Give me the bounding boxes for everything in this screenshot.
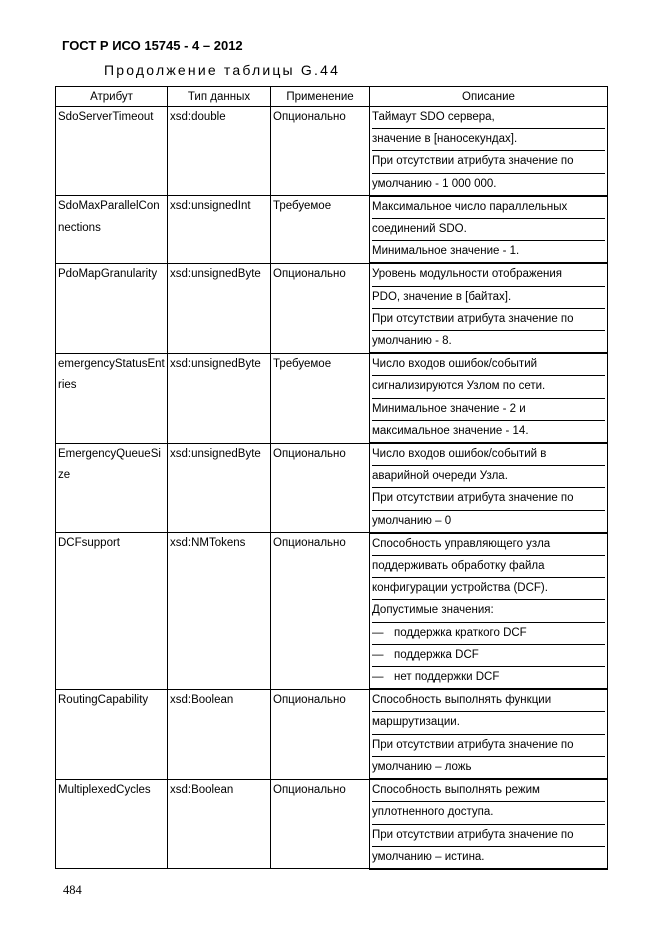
cell-type: xsd:NMTokens bbox=[168, 533, 271, 689]
option-text: поддержка краткого DCF bbox=[394, 626, 527, 639]
attributes-table bbox=[55, 86, 608, 870]
description-line: максимальное значение - 14. bbox=[372, 424, 529, 437]
description-line: Способность управляющего узла bbox=[372, 534, 605, 556]
dash-bullet: — bbox=[372, 648, 384, 661]
cell-description bbox=[370, 263, 608, 353]
description-line: Минимальное значение - 1. bbox=[372, 245, 520, 258]
cell-description bbox=[370, 196, 608, 264]
table-row bbox=[56, 107, 608, 196]
dash-bullet: — bbox=[372, 626, 384, 639]
cell-type: xsd:unsignedByte bbox=[168, 443, 271, 533]
description-line: Уровень модульности отображения bbox=[372, 264, 605, 286]
cell-type: xsd:unsignedByte bbox=[168, 263, 271, 353]
cell-attribute: DCFsupport bbox=[56, 533, 168, 689]
description-line: умолчанию - 1 000 000. bbox=[372, 177, 497, 190]
table-row bbox=[56, 779, 608, 869]
document-header: ГОСТ Р ИСО 15745 - 4 – 2012 bbox=[62, 38, 243, 53]
cell-description bbox=[370, 533, 608, 689]
description-option bbox=[372, 623, 605, 645]
cell-description bbox=[370, 107, 608, 196]
cell-usage: Требуемое bbox=[271, 196, 370, 264]
description-line: PDO, значение в [байтах]. bbox=[372, 287, 605, 309]
column-header-usage: Применение bbox=[271, 87, 370, 107]
description-line: При отсутствии атрибута значение по bbox=[372, 825, 605, 847]
cell-attribute: RoutingCapability bbox=[56, 689, 168, 779]
description-line: Минимальное значение - 2 и bbox=[372, 399, 605, 421]
description-line: умолчанию – 0 bbox=[372, 514, 452, 527]
column-header-attribute: Атрибут bbox=[56, 87, 168, 107]
cell-attribute: emergencyStatusEntries bbox=[56, 353, 168, 443]
cell-usage: Требуемое bbox=[271, 353, 370, 443]
cell-attribute: EmergencyQueueSize bbox=[56, 443, 168, 533]
column-header-type: Тип данных bbox=[168, 87, 271, 107]
table-row bbox=[56, 689, 608, 779]
cell-type: xsd:unsignedByte bbox=[168, 353, 271, 443]
dash-bullet: — bbox=[372, 671, 384, 684]
cell-type: xsd:double bbox=[168, 107, 271, 196]
description-line: соединений SDO. bbox=[372, 219, 605, 241]
description-line: Число входов ошибок/событий в bbox=[372, 444, 605, 466]
table-row bbox=[56, 443, 608, 533]
description-line: Способность выполнять режим bbox=[372, 780, 605, 802]
cell-description bbox=[370, 353, 608, 443]
description-line: сигнализируются Узлом по сети. bbox=[372, 376, 605, 398]
cell-usage: Опционально bbox=[271, 779, 370, 869]
table-row bbox=[56, 263, 608, 353]
option-text: поддержка DCF bbox=[394, 648, 479, 661]
table-row bbox=[56, 353, 608, 443]
option-text: нет поддержки DCF bbox=[394, 671, 500, 684]
cell-description bbox=[370, 779, 608, 869]
description-option bbox=[372, 645, 605, 667]
description-line: При отсутствии атрибута значение по bbox=[372, 309, 605, 331]
description-line: При отсутствии атрибута значение по bbox=[372, 488, 605, 510]
description-line: При отсутствии атрибута значение по bbox=[372, 735, 605, 757]
description-line: Максимальное число параллельных bbox=[372, 197, 605, 219]
cell-usage: Опционально bbox=[271, 107, 370, 196]
description-line: умолчанию - 8. bbox=[372, 335, 452, 348]
description-line: значение в [наносекундах]. bbox=[372, 129, 605, 151]
description-line: умолчанию – ложь bbox=[372, 760, 472, 773]
table-row bbox=[56, 196, 608, 264]
cell-type: xsd:Boolean bbox=[168, 779, 271, 869]
description-line: Допустимые значения: bbox=[372, 600, 605, 622]
cell-description bbox=[370, 689, 608, 779]
description-line: поддерживать обработку файла bbox=[372, 556, 605, 578]
description-line: Таймаут SDO сервера, bbox=[372, 107, 605, 129]
cell-usage: Опционально bbox=[271, 443, 370, 533]
cell-usage: Опционально bbox=[271, 533, 370, 689]
cell-attribute: SdoMaxParallelConnections bbox=[56, 196, 168, 264]
description-line: уплотненного доступа. bbox=[372, 802, 605, 824]
table-row bbox=[56, 533, 608, 689]
cell-attribute: PdoMapGranularity bbox=[56, 263, 168, 353]
cell-usage: Опционально bbox=[271, 263, 370, 353]
cell-attribute: SdoServerTimeout bbox=[56, 107, 168, 196]
column-header-description: Описание bbox=[370, 87, 608, 107]
cell-attribute: MultiplexedCycles bbox=[56, 779, 168, 869]
description-line: аварийной очереди Узла. bbox=[372, 466, 605, 488]
description-option bbox=[372, 667, 605, 688]
table-continuation-caption: Продолжение таблицы G.44 bbox=[104, 62, 341, 78]
page-number: 484 bbox=[63, 883, 82, 897]
cell-type: xsd:unsignedInt bbox=[168, 196, 271, 264]
cell-type: xsd:Boolean bbox=[168, 689, 271, 779]
description-line: При отсутствии атрибута значение по bbox=[372, 151, 605, 173]
cell-description bbox=[370, 443, 608, 533]
table-header-row bbox=[56, 87, 608, 107]
description-line: Число входов ошибок/событий bbox=[372, 354, 605, 376]
description-line: Способность выполнять функции bbox=[372, 690, 605, 712]
description-line: маршрутизации. bbox=[372, 712, 605, 734]
cell-usage: Опционально bbox=[271, 689, 370, 779]
description-line: умолчанию – истина. bbox=[372, 850, 485, 863]
description-line: конфигурации устройства (DCF). bbox=[372, 578, 605, 600]
